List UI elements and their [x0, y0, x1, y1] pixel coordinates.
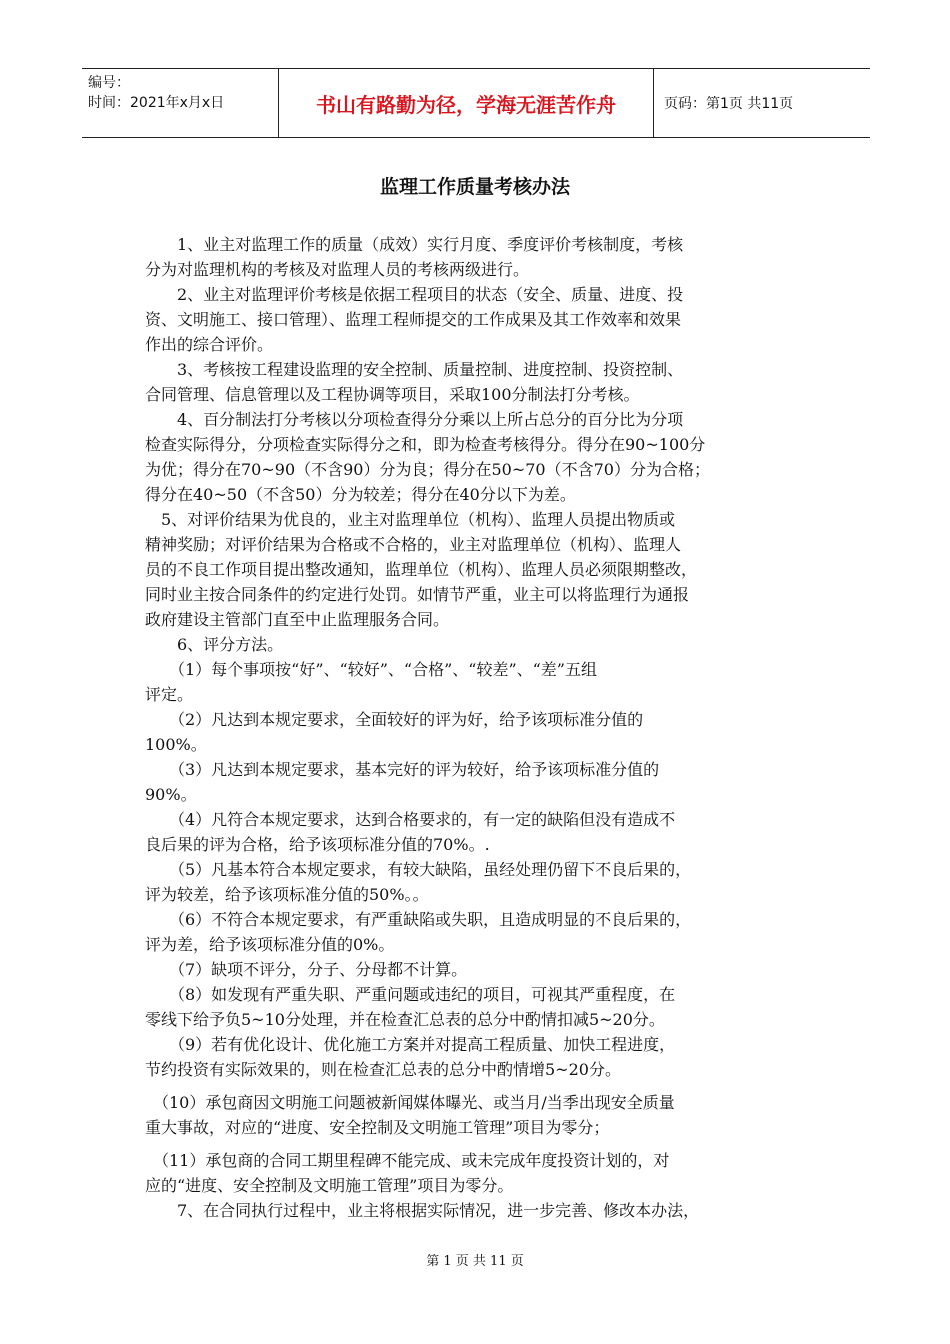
body-line: （1）每个事项按“好”、“较好”、“合格”、“较差”、“差”五组 [145, 660, 597, 679]
body-line: 作出的综合评价。 [145, 335, 274, 354]
number-label: 编号： [88, 75, 130, 91]
date-label: 时间：2021年x月x日 [88, 95, 225, 111]
body-line: （5）凡基本符合本规定要求，有较大缺陷，虽经处理仍留下不良后果的， [145, 860, 692, 879]
body-line: 90%。 [145, 785, 197, 804]
body-line: （3）凡达到本规定要求，基本完好的评为较好，给予该项标准分值的 [145, 760, 660, 779]
body-line: 精神奖励；对评价结果为合格或不合格的，业主对监理单位（机构）、监理人 [145, 535, 682, 554]
body-line: 节约投资有实际效果的，则在检查汇总表的总分中酌情增5~20分。 [145, 1060, 621, 1079]
body-line: 3、考核按工程建设监理的安全控制、质量控制、进度控制、投资控制、 [145, 360, 684, 379]
header-page-info: 页码：第1页 共11页 [664, 96, 794, 112]
body-line: 7、在合同执行过程中，业主将根据实际情况，进一步完善、修改本办法， [145, 1201, 700, 1220]
body-line: 2、业主对监理评价考核是依据工程项目的状态（安全、质量、进度、投 [145, 285, 684, 304]
body-line: （7）缺项不评分，分子、分母都不计算。 [145, 960, 468, 979]
body-line: （8）如发现有严重失职、严重问题或违纪的项目，可视其严重程度，在 [145, 985, 676, 1004]
body-line: 合同管理、信息管理以及工程协调等项目，采取100分制法打分考核。 [145, 385, 640, 404]
body-line: 应的“进度、安全控制及文明施工管理”项目为零分。 [145, 1176, 514, 1195]
body-line: 4、百分制法打分考核以分项检查得分分乘以上所占总分的百分比为分项 [145, 410, 684, 429]
document-title: 监理工作质量考核办法 [379, 176, 570, 198]
body-line: 1、业主对监理工作的质量（成效）实行月度、季度评价考核制度，考核 [145, 235, 684, 254]
body-line: （10）承包商因文明施工问题被新闻媒体曝光、或当月/当季出现安全质量 [145, 1093, 675, 1112]
body-line: （6）不符合本规定要求，有严重缺陷或失职，且造成明显的不良后果的， [145, 910, 692, 929]
body-line: 零线下给予负5~10分处理，并在检查汇总表的总分中酌情扣减5~20分。 [145, 1010, 665, 1029]
body-line: 评定。 [145, 685, 194, 704]
body-line: （11）承包商的合同工期里程碑不能完成、或未完成年度投资计划的，对 [145, 1151, 670, 1170]
body-line: 得分在40~50（不含50）分为较差；得分在40分以下为差。 [145, 485, 576, 504]
document-header [82, 68, 870, 138]
body-line: 评为较差，给予该项标准分值的50%。。 [145, 885, 429, 904]
body-line: 资、文明施工、接口管理）、监理工程师提交的工作成果及其工作效率和效果 [145, 310, 682, 329]
header-motto: 书山有路勤为径，学海无涯苦作舟 [279, 69, 654, 137]
body-line: 分为对监理机构的考核及对监理人员的考核两级进行。 [145, 260, 530, 279]
body-line: （4）凡符合本规定要求，达到合格要求的，有一定的缺陷但没有造成不 [145, 810, 676, 829]
body-line: 同时业主按合同条件的约定进行处罚。如情节严重，业主可以将监理行为通报 [145, 585, 690, 604]
body-line: 100%。 [145, 735, 207, 754]
body-line: 员的不良工作项目提出整改通知，监理单位（机构）、监理人员必须限期整改， [145, 560, 698, 579]
body-line: 检查实际得分，分项检查实际得分之和，即为检查考核得分。得分在90~100分 [145, 435, 706, 454]
body-line: 重大事故，对应的“进度、安全控制及文明施工管理”项目为零分； [145, 1118, 610, 1137]
body-line: （9）若有优化设计、优化施工方案并对提高工程质量、加快工程进度， [145, 1035, 676, 1054]
header-meta [82, 69, 279, 137]
body-line: 良后果的评为合格，给予该项标准分值的70%。. [145, 835, 490, 854]
body-line: （2）凡达到本规定要求，全面较好的评为好，给予该项标准分值的 [145, 710, 644, 729]
page-footer: 第 1 页 共 11 页 [426, 1254, 524, 1269]
body-line: 政府建设主管部门直至中止监理服务合同。 [145, 610, 450, 629]
body-line: 6、评分方法。 [145, 635, 284, 654]
body-line: 为优；得分在70~90（不含90）分为良；得分在50~70（不含70）分为合格； [145, 460, 710, 479]
body-line: 5、对评价结果为优良的，业主对监理单位（机构）、监理人员提出物质或 [145, 510, 676, 529]
document-body [145, 232, 805, 1223]
body-line: 评为差，给予该项标准分值的0%。 [145, 935, 395, 954]
